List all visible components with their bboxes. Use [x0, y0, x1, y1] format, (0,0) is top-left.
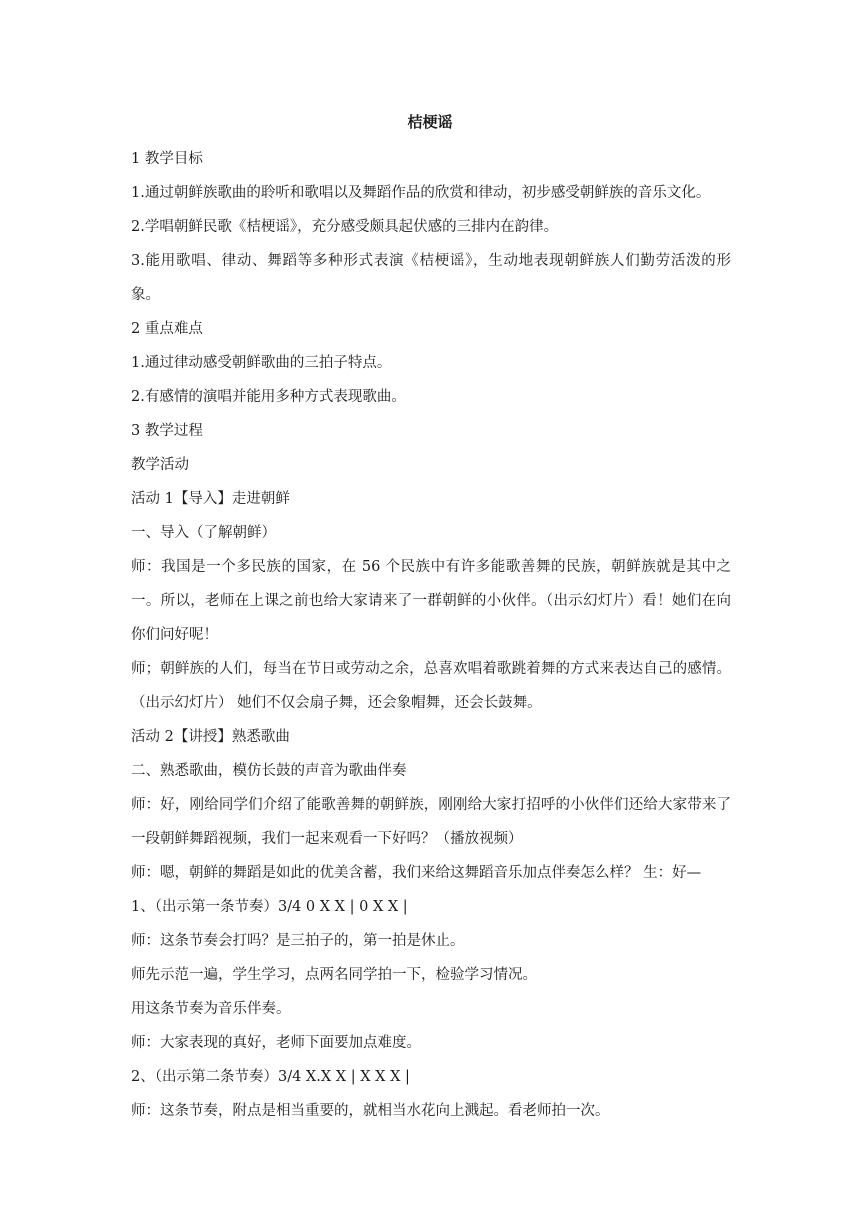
section-heading-key-points: 2 重点难点	[131, 321, 203, 337]
paragraph: 用这条节奏为音乐伴奏。	[131, 1001, 291, 1017]
goal-1: 1.通过朝鲜族歌曲的聆听和歌唱以及舞蹈作品的欣赏和律动，初步感受朝鲜族的音乐文化。	[131, 185, 711, 201]
document-body	[131, 142, 731, 1128]
part-1-heading: 一、导入（了解朝鲜）	[131, 525, 276, 541]
paragraph: 师先示范一遍，学生学习，点两名同学拍一下，检验学习情况。	[131, 967, 537, 983]
activity-1-heading: 活动 1【导入】走进朝鲜	[131, 491, 290, 507]
goal-2: 2.学唱朝鲜民歌《桔梗谣》，充分感受颇具起伏感的三排内在韵律。	[131, 219, 559, 235]
paragraph: 师：好，刚给同学们介绍了能歌善舞的朝鲜族，刚刚给大家打招呼的小伙伴们还给大家带来了一段朝鲜舞蹈视频，我们一起来观看一下好吗？（播放视频）	[131, 797, 731, 847]
paragraph: 师：嗯，朝鲜的舞蹈是如此的优美含蓄，我们来给这舞蹈音乐加点伴奏怎么样？ 生：好—	[131, 865, 702, 881]
section-heading-goals: 1 教学目标	[131, 151, 203, 167]
paragraph: 师：这条节奏会打吗？是三拍子的，第一拍是休止。	[131, 933, 465, 949]
key-point-2: 2.有感情的演唱并能用多种方式表现歌曲。	[131, 389, 406, 405]
document-title: 桔梗谣	[407, 113, 453, 131]
rhythm-2: 2、（出示第二条节奏）3/4 X.X X | X X X |	[131, 1069, 410, 1085]
section-heading-process: 3 教学过程	[131, 423, 203, 439]
subheading-activities: 教学活动	[131, 457, 189, 473]
goal-3: 3.能用歌唱、律动、舞蹈等多种形式表演《桔梗谣》，生动地表现朝鲜族人们勤劳活泼的形象。	[131, 253, 731, 303]
key-point-1: 1.通过律动感受朝鲜歌曲的三拍子特点。	[131, 355, 392, 371]
activity-2-heading: 活动 2【讲授】熟悉歌曲	[131, 729, 290, 745]
paragraph: 师：大家表现的真好，老师下面要加点难度。	[131, 1035, 421, 1051]
part-2-heading: 二、熟悉歌曲，模仿长鼓的声音为歌曲伴奏	[131, 763, 407, 779]
paragraph: 师：这条节奏，附点是相当重要的，就相当水花向上溅起。看老师拍一次。	[131, 1103, 610, 1119]
paragraph: 师：我国是一个多民族的国家，在 56 个民族中有许多能歌善舞的民族，朝鲜族就是其中之一。所以，老师在上课之前也给大家请来了一群朝鲜的小伙伴。（出示幻灯片）看！她们在向你们问好呢！	[131, 559, 731, 643]
paragraph: 师；朝鲜族的人们，每当在节日或劳动之余，总喜欢唱着歌跳着舞的方式来表达自己的感情。（出示幻灯片） 她们不仅会扇子舞，还会象帽舞，还会长鼓舞。	[131, 661, 731, 711]
rhythm-1: 1、（出示第一条节奏）3/4 0 X X | 0 X X |	[131, 899, 408, 915]
